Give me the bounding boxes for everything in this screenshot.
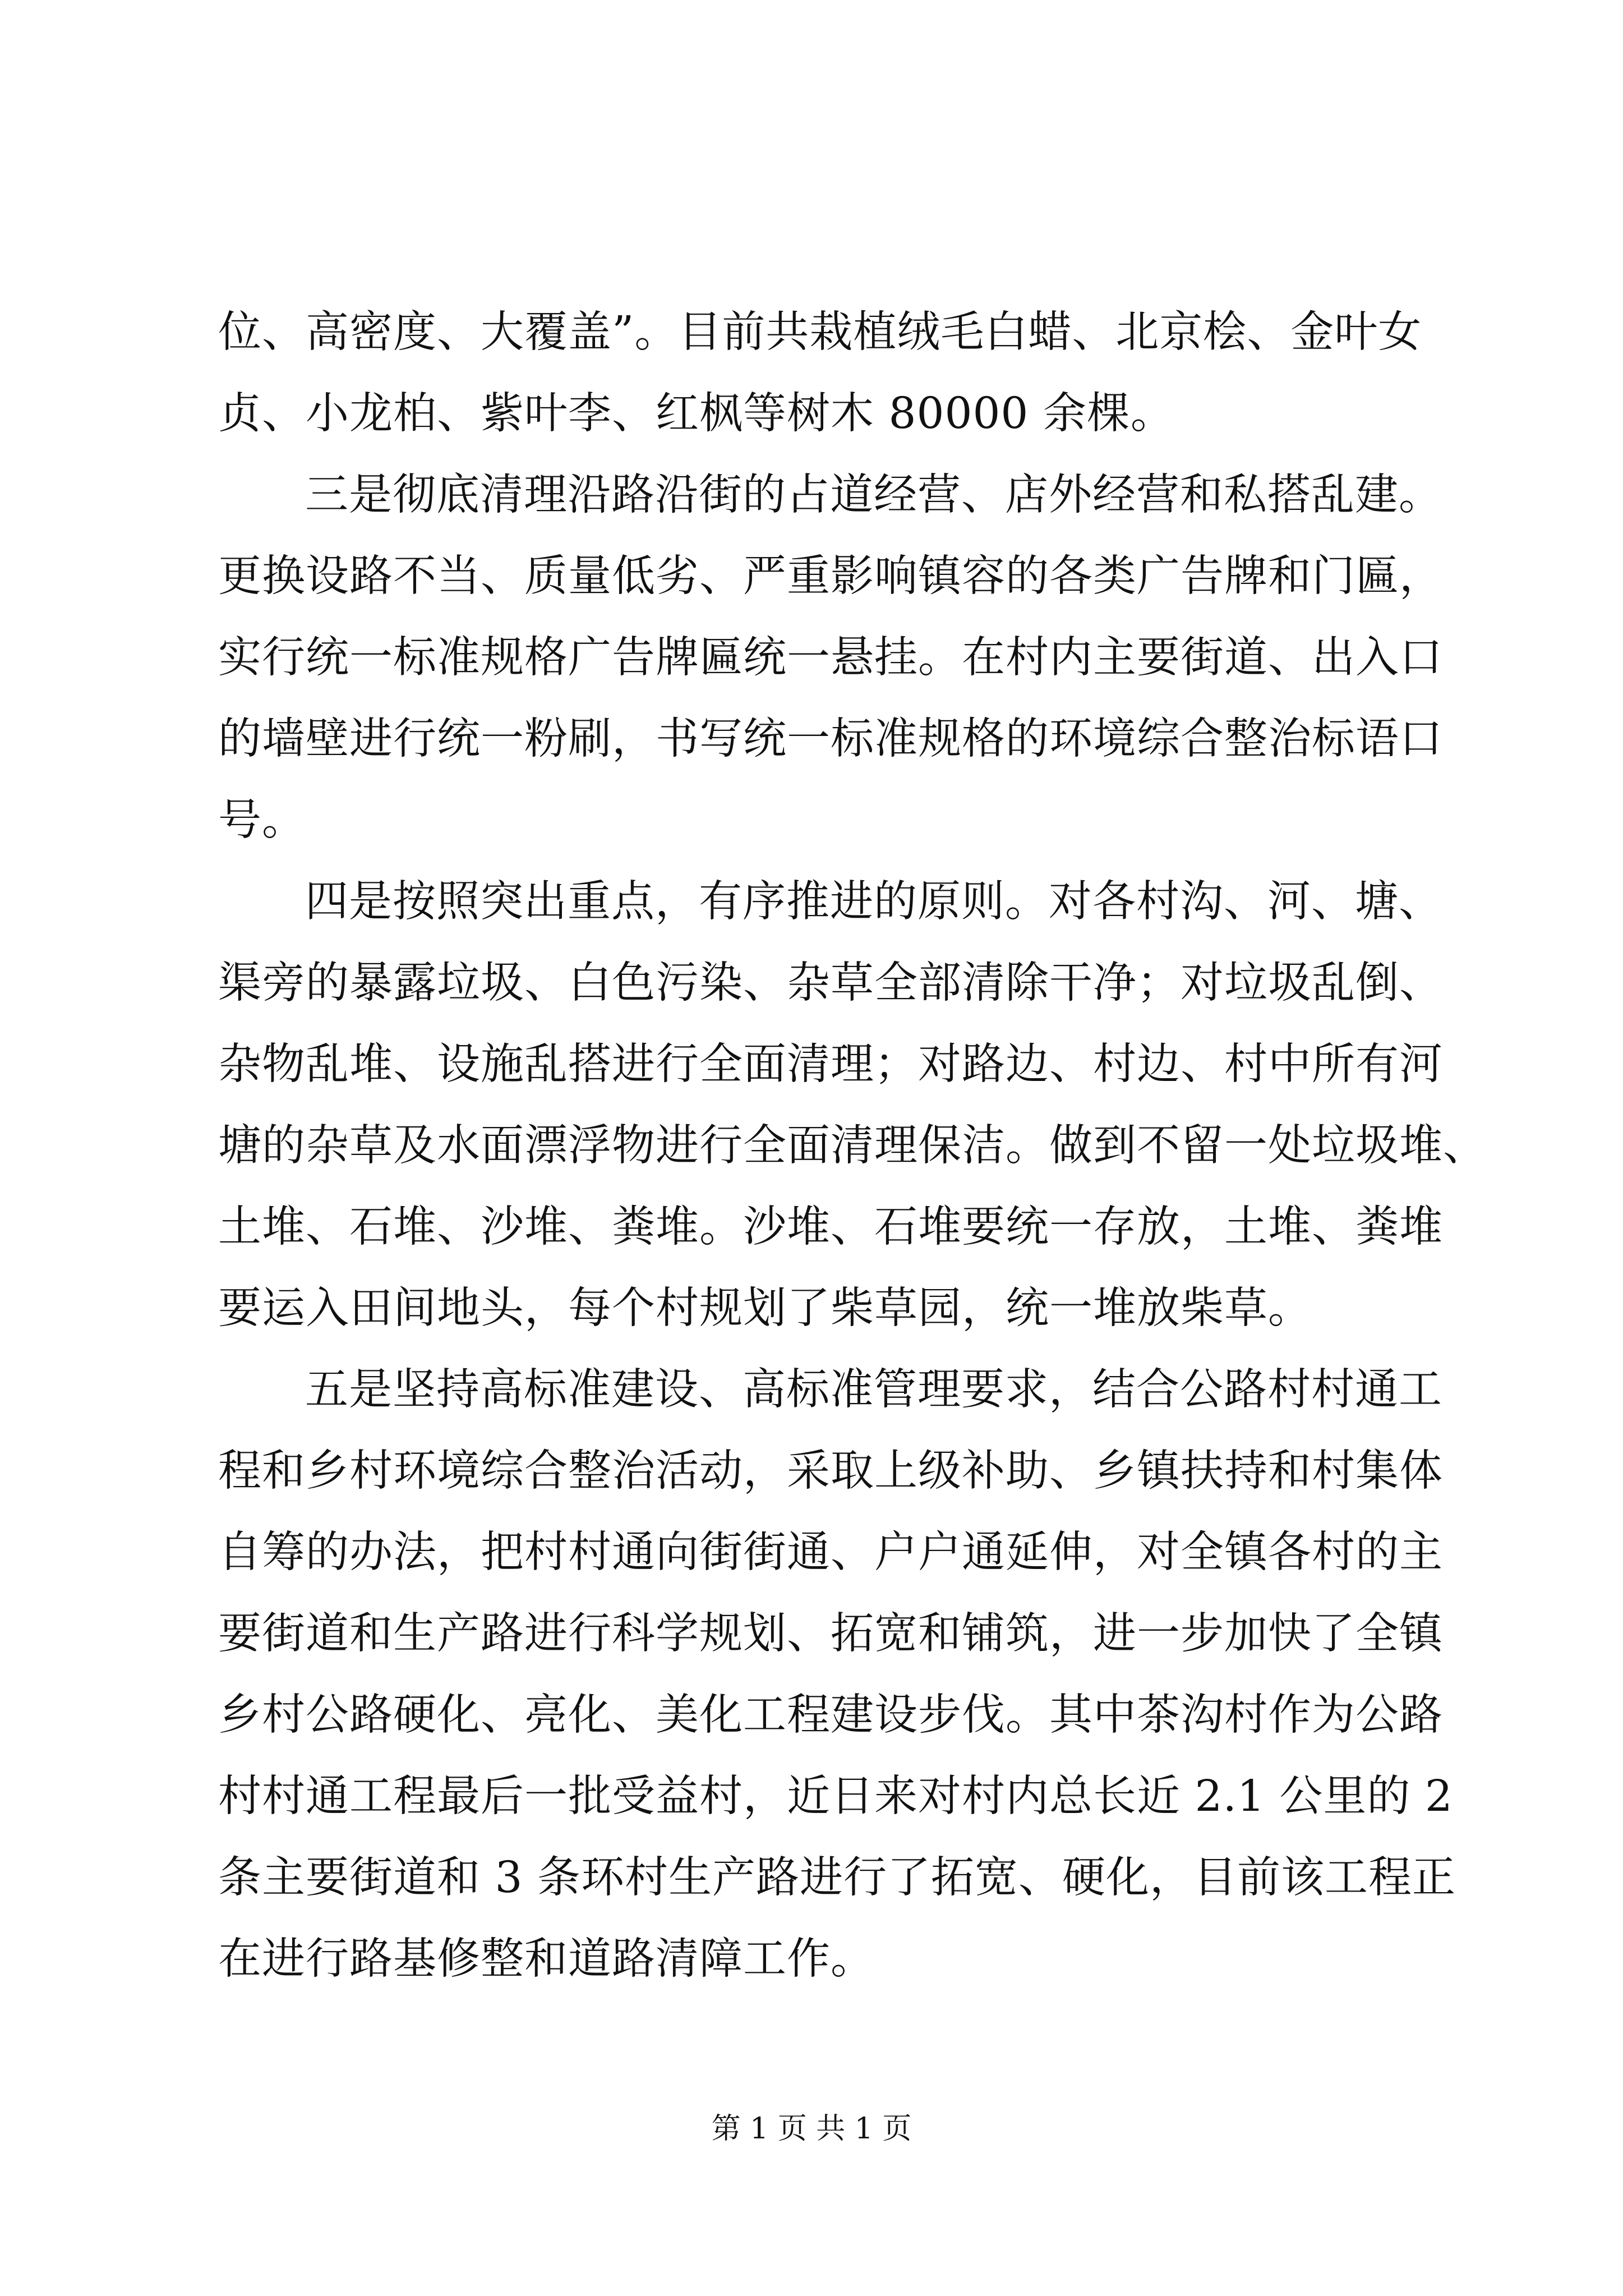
document-body — [218, 292, 1487, 2000]
text-line: 塘的杂草及水面漂浮物进行全面清理保洁。做到不留一处垃圾堆、 — [218, 1121, 1487, 1171]
page-footer: 第 1 页 共 1 页 — [711, 2112, 912, 2146]
text-line: 要运入田间地头，每个村规划了柴草园，统一堆放柴草。 — [218, 1283, 1312, 1333]
text-line: 实行统一标准规格广告牌匾统一悬挂。在村内主要街道、出入口 — [218, 633, 1443, 683]
text-line: 位、高密度、大覆盖”。目前共栽植绒毛白蜡、北京桧、金叶女 — [218, 307, 1422, 357]
text-line: 贞、小龙柏、紫叶李、红枫等树木 80000 余棵。 — [218, 389, 1174, 439]
text-line: 渠旁的暴露垃圾、白色污染、杂草全部清除干净；对垃圾乱倒、 — [218, 958, 1443, 1008]
text-line: 村村通工程最后一批受益村，近日来对村内总长近 2.1 公里的 2 — [218, 1772, 1453, 1821]
paragraph-start-line: 三是彻底清理沿路沿街的占道经营、店外经营和私搭乱建。 — [305, 470, 1442, 520]
text-line: 要街道和生产路进行科学规划、拓宽和铺筑，进一步加快了全镇 — [218, 1609, 1443, 1659]
paragraph-start-line: 五是坚持高标准建设、高标准管理要求，结合公路村村通工 — [305, 1365, 1442, 1415]
text-line: 自筹的办法，把村村通向街街通、户户通延伸，对全镇各村的主 — [218, 1527, 1443, 1577]
text-line: 程和乡村环境综合整治活动，采取上级补助、乡镇扶持和村集体 — [218, 1446, 1443, 1496]
text-line: 杂物乱堆、设施乱搭进行全面清理；对路边、村边、村中所有河 — [218, 1039, 1443, 1089]
text-line: 在进行路基修整和道路清障工作。 — [218, 1934, 874, 1984]
text-line: 乡村公路硬化、亮化、美化工程建设步伐。其中茶沟村作为公路 — [218, 1690, 1443, 1740]
text-line: 的墙壁进行统一粉刷，书写统一标准规格的环境综合整治标语口 — [218, 714, 1443, 764]
text-line: 号。 — [218, 795, 306, 845]
paragraph-start-line: 四是按照突出重点，有序推进的原则。对各村沟、河、塘、 — [305, 877, 1442, 927]
text-line: 条主要街道和 3 条环村生产路进行了拓宽、硬化，目前该工程正 — [218, 1853, 1456, 1903]
text-line: 土堆、石堆、沙堆、粪堆。沙堆、石堆要统一存放，土堆、粪堆 — [218, 1202, 1443, 1252]
text-line: 更换设路不当、质量低劣、严重影响镇容的各类广告牌和门匾， — [218, 551, 1443, 601]
